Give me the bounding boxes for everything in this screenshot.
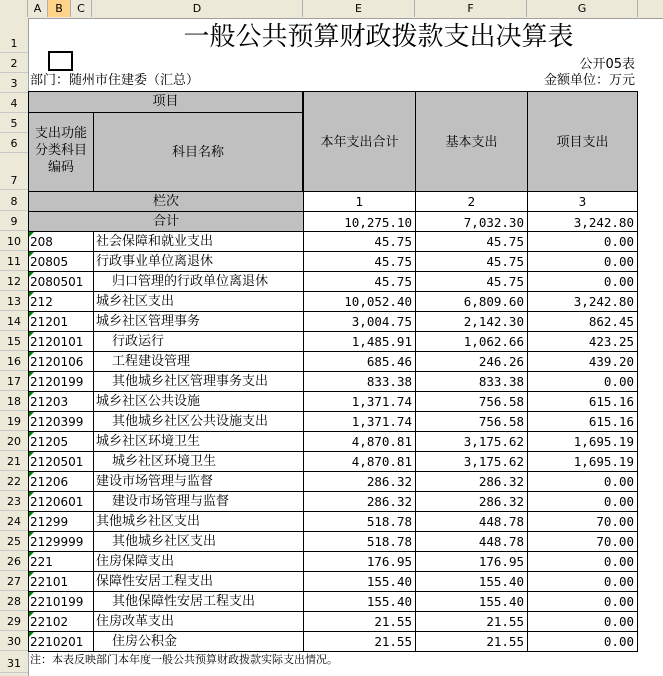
cell-total[interactable]: 3,004.75	[303, 311, 416, 332]
row-header-22[interactable]	[0, 471, 28, 491]
cell-code[interactable]: 2120199	[28, 371, 94, 392]
cell-code[interactable]: 2120501	[28, 451, 94, 472]
error-indicator-icon	[29, 592, 34, 597]
cell-total[interactable]: 176.95	[303, 551, 416, 572]
error-indicator-icon	[29, 492, 34, 497]
footnote: 注：本表反映部门本年度一般公共预算财政拨款实际支出情况。	[30, 653, 338, 666]
row-header-13[interactable]	[0, 291, 28, 311]
row-number: 14	[7, 315, 21, 328]
cell-basic[interactable]: 286.32	[415, 471, 528, 492]
error-indicator-icon	[29, 632, 34, 637]
header-name: 科目名称	[93, 112, 303, 192]
cell-basic[interactable]: 833.38	[415, 371, 528, 392]
row-number: 4	[10, 97, 18, 110]
cell-project[interactable]: 1,695.19	[527, 451, 638, 472]
error-indicator-icon	[29, 412, 34, 417]
error-indicator-icon	[29, 372, 34, 377]
row-number: 6	[10, 137, 18, 150]
cell-basic[interactable]: 45.75	[415, 271, 528, 292]
row-header-29[interactable]	[0, 611, 28, 631]
cell-code[interactable]: 22102	[28, 611, 94, 632]
header-total: 本年支出合计	[303, 91, 416, 192]
sheet-title: 一般公共预算财政拨款支出决算表	[183, 22, 574, 52]
cell-project[interactable]: 862.45	[527, 311, 638, 332]
row-number: 2	[10, 57, 18, 70]
cell-code[interactable]: 2080501	[28, 271, 94, 292]
row-number: 8	[10, 195, 18, 208]
header-project: 项目支出	[527, 91, 638, 192]
cell-name[interactable]: 其他城乡社区支出	[93, 531, 304, 552]
column-header-g[interactable]: G	[527, 0, 638, 17]
cell-total[interactable]: 4,870.81	[303, 451, 416, 472]
seq-col-2: 2	[415, 191, 528, 212]
row-header-16[interactable]	[0, 351, 28, 371]
cell-project[interactable]: 615.16	[527, 391, 638, 412]
cell-name[interactable]: 社会保障和就业支出	[93, 231, 304, 252]
row-number: 22	[7, 475, 21, 488]
cell-code[interactable]: 21201	[28, 311, 94, 332]
sum-label: 合计	[28, 211, 304, 232]
cell-project[interactable]: 70.00	[527, 531, 638, 552]
row-header-2[interactable]	[0, 53, 28, 73]
cell-total[interactable]: 1,371.74	[303, 391, 416, 412]
cell-name[interactable]: 住房公积金	[93, 631, 304, 652]
cell-name[interactable]: 城乡社区环境卫生	[93, 431, 304, 452]
row-header-6[interactable]	[0, 133, 28, 153]
seq-label: 栏次	[28, 191, 304, 212]
cell-basic[interactable]: 21.55	[415, 611, 528, 632]
cell-project[interactable]: 0.00	[527, 371, 638, 392]
cell-code[interactable]: 2120399	[28, 411, 94, 432]
unit-label: 金额单位：万元	[543, 73, 635, 88]
cell-basic[interactable]: 45.75	[415, 251, 528, 272]
row-number: 9	[10, 215, 18, 228]
row-number: 12	[7, 275, 21, 288]
cell-basic[interactable]: 286.32	[415, 491, 528, 512]
cell-project[interactable]: 0.00	[527, 491, 638, 512]
cell-code[interactable]: 2120106	[28, 351, 94, 372]
department-label: 部门：随州市住建委（汇总）	[30, 73, 200, 88]
select-all-corner[interactable]	[0, 0, 28, 17]
error-indicator-icon	[29, 312, 34, 317]
cell-name[interactable]: 城乡社区公共设施	[93, 391, 304, 412]
row-header-3[interactable]	[0, 73, 28, 93]
cell-total[interactable]: 155.40	[303, 571, 416, 592]
header-basic: 基本支出	[415, 91, 528, 192]
cell-name[interactable]: 其他保障性安居工程支出	[93, 591, 304, 612]
header-code-line1: 支出功能	[34, 126, 87, 141]
row-header-28[interactable]	[0, 591, 28, 611]
row-number: 21	[7, 455, 21, 468]
cell-basic[interactable]: 756.58	[415, 391, 528, 412]
cell-total[interactable]: 155.40	[303, 591, 416, 612]
row-number: 19	[7, 415, 21, 428]
error-indicator-icon	[29, 352, 34, 357]
cell-code[interactable]: 208	[28, 231, 94, 252]
cell-code[interactable]: 2129999	[28, 531, 94, 552]
cell-code[interactable]: 212	[28, 291, 94, 312]
cell-basic[interactable]: 21.55	[415, 631, 528, 652]
cell-project[interactable]: 0.00	[527, 591, 638, 612]
cell-name[interactable]: 住房改革支出	[93, 611, 304, 632]
row-header-18[interactable]	[0, 391, 28, 411]
row-number: 30	[7, 635, 21, 648]
cell-code[interactable]: 2210201	[28, 631, 94, 652]
error-indicator-icon	[29, 472, 34, 477]
cell-code[interactable]: 21205	[28, 431, 94, 452]
error-indicator-icon	[29, 552, 34, 557]
cell-basic[interactable]: 45.75	[415, 231, 528, 252]
error-indicator-icon	[29, 572, 34, 577]
cell-name[interactable]: 行政运行	[93, 331, 304, 352]
cell-basic[interactable]: 155.40	[415, 571, 528, 592]
column-header-c[interactable]: C	[71, 0, 92, 17]
cell-project[interactable]: 615.16	[527, 411, 638, 432]
sum-project: 3,242.80	[527, 211, 638, 232]
row-header-11[interactable]	[0, 251, 28, 271]
cell-code[interactable]: 2210199	[28, 591, 94, 612]
row-number: 27	[7, 575, 21, 588]
cell-name[interactable]: 归口管理的行政单位离退休	[93, 271, 304, 292]
row-header-19[interactable]	[0, 411, 28, 431]
row-number: 15	[7, 335, 21, 348]
error-indicator-icon	[29, 332, 34, 337]
error-indicator-icon	[29, 532, 34, 537]
header-code-line2: 分类科目	[34, 143, 87, 158]
cell-total[interactable]: 21.55	[303, 631, 416, 652]
row-header-20[interactable]	[0, 431, 28, 451]
row-header-4[interactable]	[0, 93, 28, 113]
cell-total[interactable]: 518.78	[303, 531, 416, 552]
row-header-24[interactable]	[0, 511, 28, 531]
cell-project[interactable]: 1,695.19	[527, 431, 638, 452]
cell-basic[interactable]: 448.78	[415, 511, 528, 532]
row-number: 25	[7, 535, 21, 548]
cell-name[interactable]: 其他城乡社区支出	[93, 511, 304, 532]
row-header-25[interactable]	[0, 531, 28, 551]
row-header-12[interactable]	[0, 271, 28, 291]
cell-project[interactable]: 0.00	[527, 571, 638, 592]
seq-col-1: 1	[303, 191, 416, 212]
row-number: 11	[7, 255, 21, 268]
column-header-bar	[0, 0, 663, 19]
cell-basic[interactable]: 1,062.66	[415, 331, 528, 352]
header-code	[28, 112, 94, 192]
error-indicator-icon	[29, 232, 34, 237]
row-number: 26	[7, 555, 21, 568]
column-header-d[interactable]: D	[92, 0, 303, 17]
cell-name[interactable]: 行政事业单位离退休	[93, 251, 304, 272]
cell-name[interactable]: 住房保障支出	[93, 551, 304, 572]
column-header-f[interactable]: F	[415, 0, 527, 17]
row-header-1[interactable]	[0, 18, 28, 53]
cell-total[interactable]: 286.32	[303, 491, 416, 512]
cell-basic[interactable]: 6,809.60	[415, 291, 528, 312]
cell-name[interactable]: 其他城乡社区管理事务支出	[93, 371, 304, 392]
cell-total[interactable]: 45.75	[303, 251, 416, 272]
cell-total[interactable]: 21.55	[303, 611, 416, 632]
cell-name[interactable]: 城乡社区支出	[93, 291, 304, 312]
row-header-7[interactable]	[0, 153, 28, 190]
cell-project[interactable]: 0.00	[527, 231, 638, 252]
cell-basic[interactable]: 155.40	[415, 591, 528, 612]
cell-basic[interactable]: 2,142.30	[415, 311, 528, 332]
row-number: 5	[10, 117, 18, 130]
cell-basic[interactable]: 246.26	[415, 351, 528, 372]
column-header-b[interactable]: B	[48, 0, 71, 17]
cell-code[interactable]: 2120101	[28, 331, 94, 352]
cell-project[interactable]: 3,242.80	[527, 291, 638, 312]
row-number: 17	[7, 375, 21, 388]
error-indicator-icon	[29, 432, 34, 437]
worksheet[interactable]	[28, 18, 663, 676]
row-number: 13	[7, 295, 21, 308]
cell-basic[interactable]: 176.95	[415, 551, 528, 572]
error-indicator-icon	[29, 292, 34, 297]
error-indicator-icon	[29, 612, 34, 617]
row-number: 29	[7, 615, 21, 628]
cell-code[interactable]: 2120601	[28, 491, 94, 512]
cell-total[interactable]: 833.38	[303, 371, 416, 392]
cell-total[interactable]: 45.75	[303, 271, 416, 292]
row-header-8[interactable]	[0, 190, 28, 211]
sum-basic: 7,032.30	[415, 211, 528, 232]
cell-project[interactable]: 0.00	[527, 611, 638, 632]
cell-code[interactable]: 22101	[28, 571, 94, 592]
cell-name[interactable]: 工程建设管理	[93, 351, 304, 372]
row-number: 20	[7, 435, 21, 448]
row-number: 1	[10, 37, 18, 50]
row-number: 31	[7, 657, 21, 670]
cell-code[interactable]: 21203	[28, 391, 94, 412]
row-header-17[interactable]	[0, 371, 28, 391]
error-indicator-icon	[29, 392, 34, 397]
row-number: 7	[10, 174, 18, 187]
row-header-15[interactable]	[0, 331, 28, 351]
error-indicator-icon	[29, 272, 34, 277]
cell-name[interactable]: 城乡社区管理事务	[93, 311, 304, 332]
table-code: 公开05表	[579, 57, 635, 71]
cell-total[interactable]: 286.32	[303, 471, 416, 492]
error-indicator-icon	[29, 452, 34, 457]
row-header-bar	[0, 18, 29, 676]
row-number: 18	[7, 395, 21, 408]
row-header-21[interactable]	[0, 451, 28, 471]
row-header-26[interactable]	[0, 551, 28, 571]
cell-name[interactable]: 保障性安居工程支出	[93, 571, 304, 592]
cell-project[interactable]: 0.00	[527, 251, 638, 272]
cell-total[interactable]: 1,485.91	[303, 331, 416, 352]
row-header-30[interactable]	[0, 631, 28, 651]
row-header-14[interactable]	[0, 311, 28, 331]
active-cell-cursor[interactable]	[48, 51, 73, 71]
cell-name[interactable]: 其他城乡社区公共设施支出	[93, 411, 304, 432]
cell-total[interactable]: 1,371.74	[303, 411, 416, 432]
cell-total[interactable]: 518.78	[303, 511, 416, 532]
cell-project[interactable]: 0.00	[527, 471, 638, 492]
cell-basic[interactable]: 3,175.62	[415, 431, 528, 452]
seq-col-3: 3	[527, 191, 638, 212]
cell-basic[interactable]: 3,175.62	[415, 451, 528, 472]
cell-project[interactable]: 423.25	[527, 331, 638, 352]
cell-total[interactable]: 45.75	[303, 231, 416, 252]
cell-basic[interactable]: 448.78	[415, 531, 528, 552]
cell-basic[interactable]: 756.58	[415, 411, 528, 432]
row-header-9[interactable]	[0, 211, 28, 231]
cell-project[interactable]: 0.00	[527, 631, 638, 652]
row-number: 16	[7, 355, 21, 368]
sum-total: 10,275.10	[303, 211, 416, 232]
cell-total[interactable]: 685.46	[303, 351, 416, 372]
cell-project[interactable]: 0.00	[527, 551, 638, 572]
cell-project[interactable]: 439.20	[527, 351, 638, 372]
cell-total[interactable]: 4,870.81	[303, 431, 416, 452]
row-header-10[interactable]	[0, 231, 28, 251]
cell-name[interactable]: 建设市场管理与监督	[93, 471, 304, 492]
cell-name[interactable]: 建设市场管理与监督	[93, 491, 304, 512]
row-header-5[interactable]	[0, 113, 28, 133]
column-header-e[interactable]: E	[303, 0, 415, 17]
row-header-31[interactable]	[0, 651, 28, 673]
cell-code[interactable]: 21206	[28, 471, 94, 492]
row-number: 28	[7, 595, 21, 608]
cell-code[interactable]: 221	[28, 551, 94, 572]
row-number: 24	[7, 515, 21, 528]
row-number: 3	[10, 77, 18, 90]
cell-total[interactable]: 10,052.40	[303, 291, 416, 312]
header-item: 项目	[28, 91, 303, 113]
header-code-line3: 编码	[47, 160, 74, 175]
error-indicator-icon	[29, 512, 34, 517]
cell-code[interactable]: 20805	[28, 251, 94, 272]
cell-name[interactable]: 城乡社区环境卫生	[93, 451, 304, 472]
row-header-23[interactable]	[0, 491, 28, 511]
row-header-27[interactable]	[0, 571, 28, 591]
row-number: 23	[7, 495, 21, 508]
column-header-a[interactable]: A	[28, 0, 48, 17]
error-indicator-icon	[29, 252, 34, 257]
cell-project[interactable]: 0.00	[527, 271, 638, 292]
cell-project[interactable]: 70.00	[527, 511, 638, 532]
cell-code[interactable]: 21299	[28, 511, 94, 532]
row-number: 10	[7, 235, 21, 248]
